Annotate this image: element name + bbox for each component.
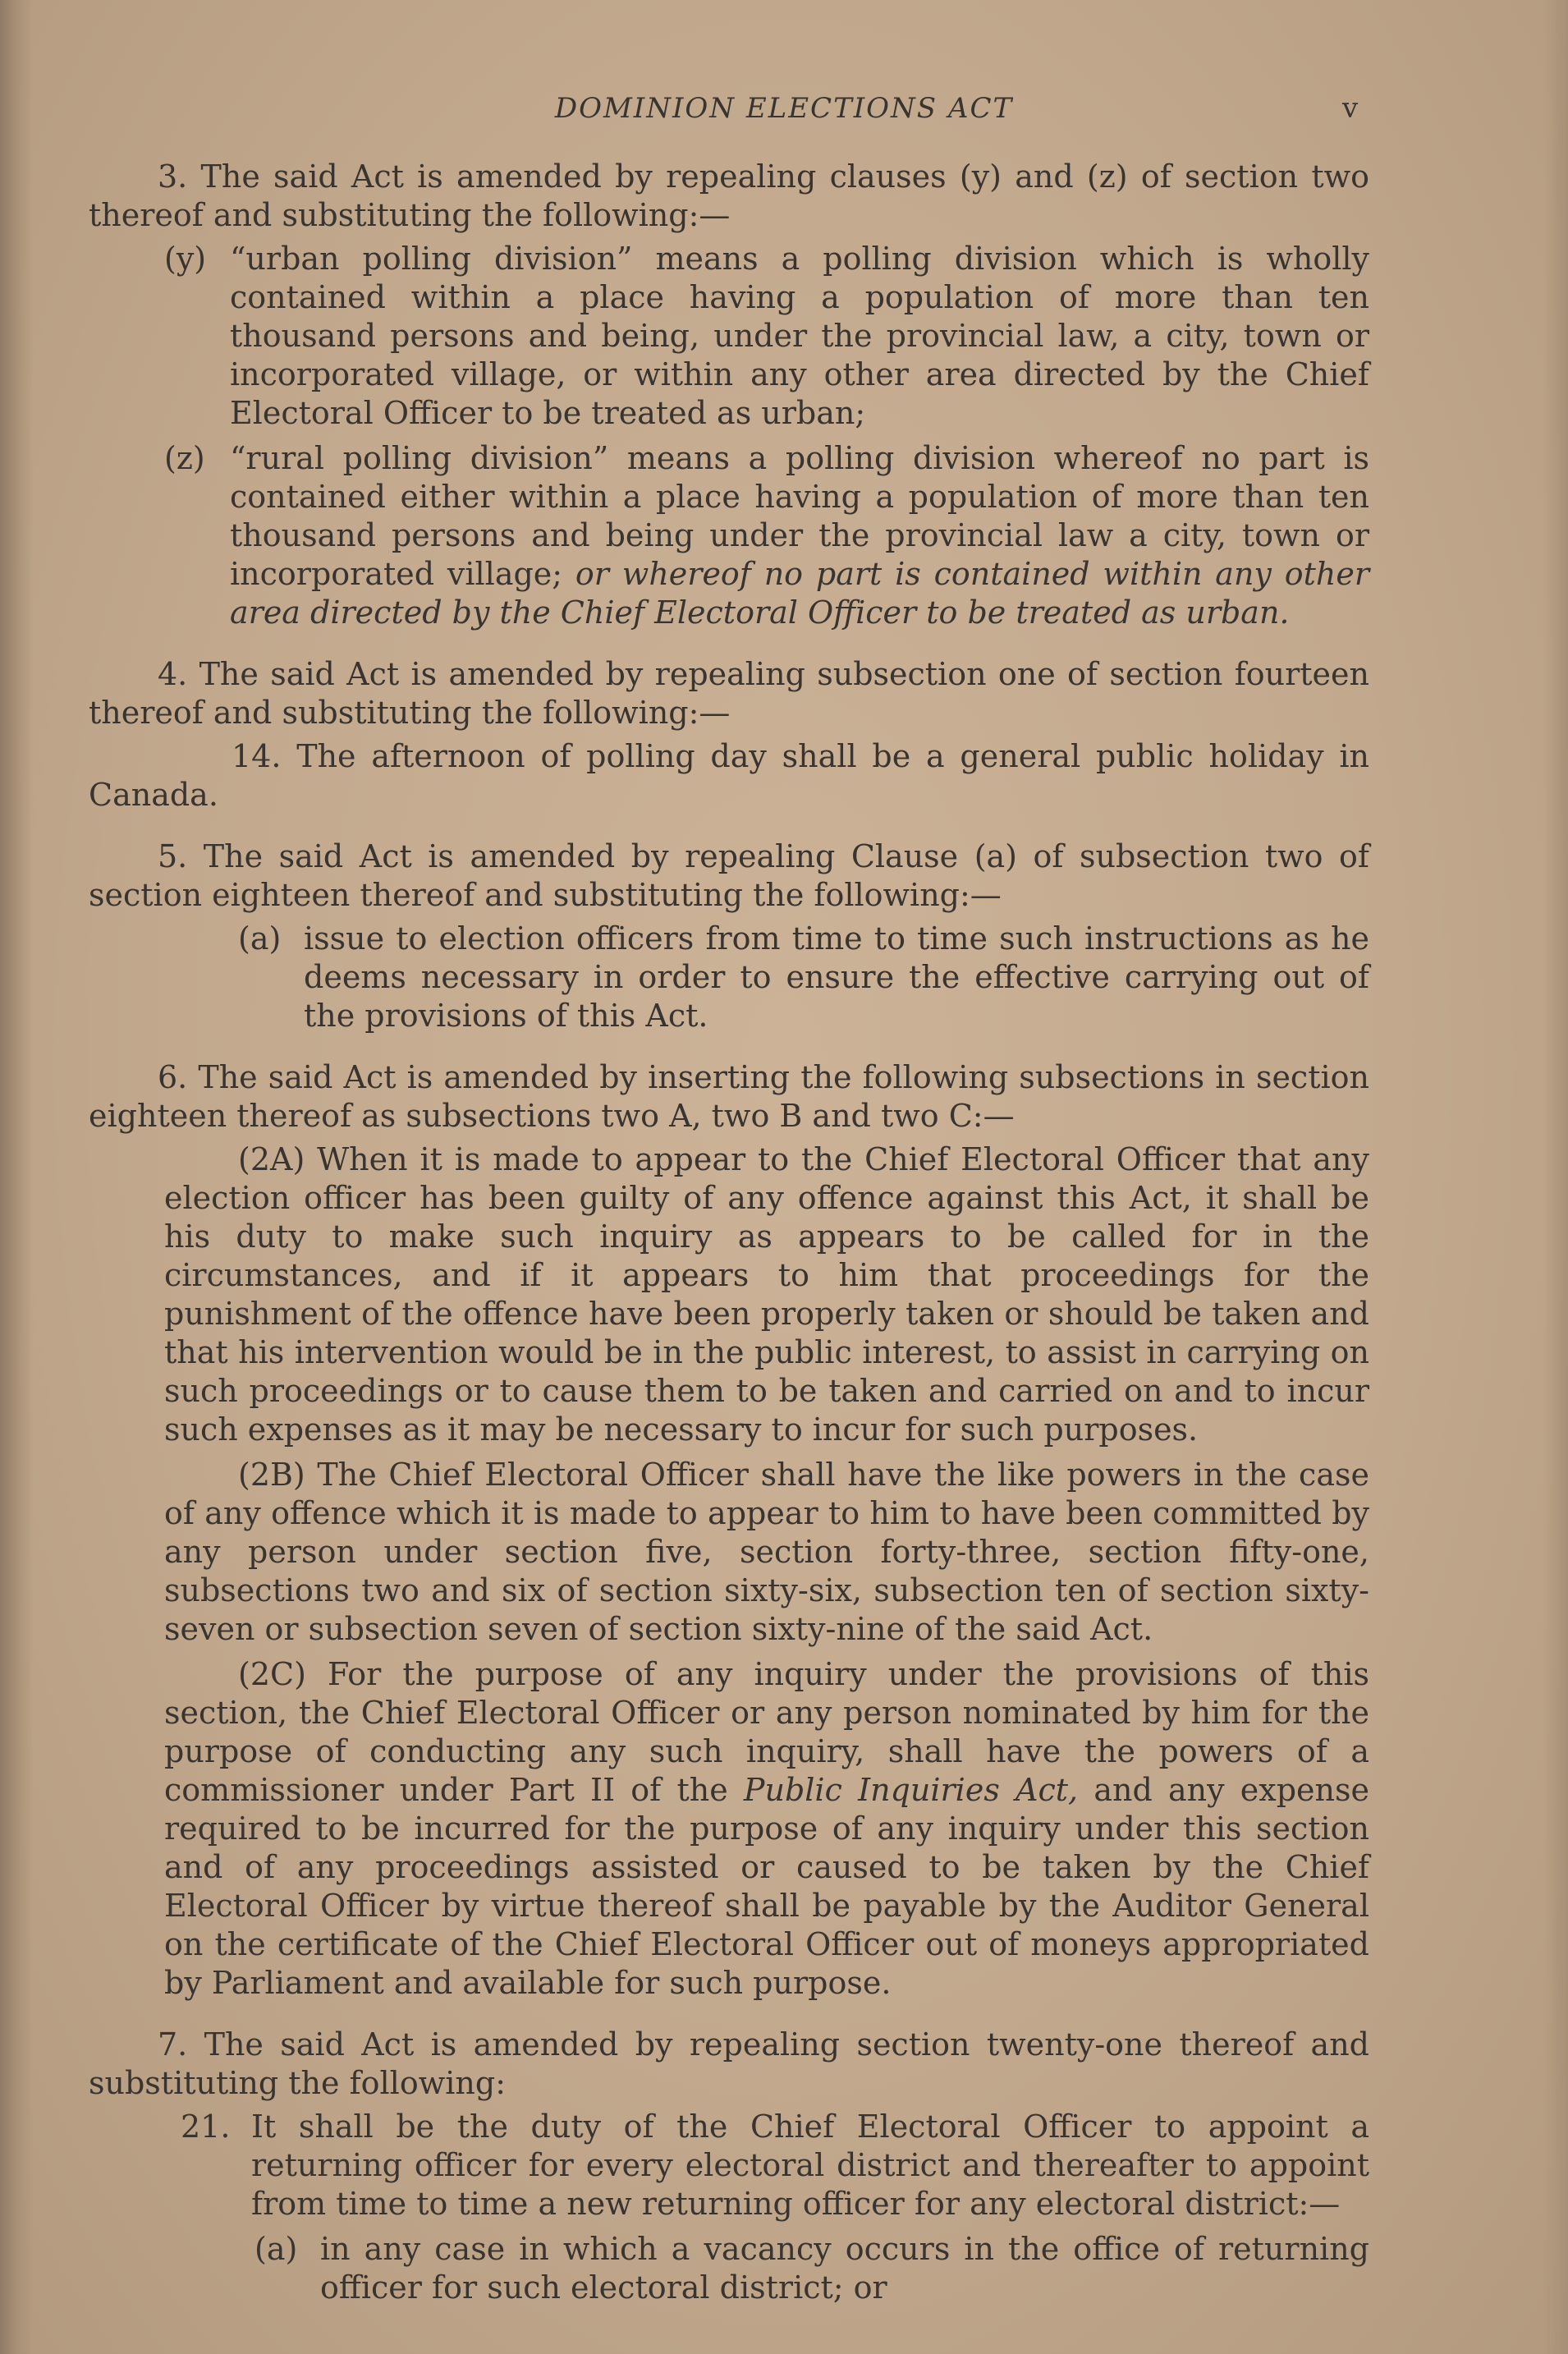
- document-body: [89, 158, 1369, 2314]
- section-21-label: 21.: [181, 2109, 231, 2145]
- clause-a-section-21-label: (a): [254, 2231, 298, 2267]
- section-5-intro: 5. The said Act is amended by repealing Clause (a) of subsection two of section eighteen thereof and substituting the following:—: [89, 838, 1369, 913]
- page-number: v: [1342, 92, 1359, 125]
- clause-z-label: (z): [164, 440, 205, 476]
- section-21-text: It shall be the duty of the Chief Electoral Officer to appoint a returning officer for every electoral district and thereafter to appoint from time to time a new returning officer for any electoral district:—: [251, 2109, 1369, 2222]
- clause-a-text: issue to election officers from time to time such instructions as he deems necessary in order to ensure the effective carrying out of the provisions of this Act.: [304, 920, 1369, 1034]
- subsection-2c-act-title: Public Inquiries Act,: [743, 1772, 1079, 1808]
- subsection-2c: [164, 1655, 1369, 2003]
- clause-z-text: [230, 439, 1369, 632]
- clause-a-label: (a): [238, 920, 282, 957]
- subsection-2b: (2B) The Chief Electoral Officer shall have the like powers in the case of any offence which it is made to appear to him to have been committed by any person under section five, section forty-three, section fifty-one, subsections two and six of section sixty-six, subsection ten of section sixty-seven or subsection seven of section sixty-nine of the said Act.: [164, 1457, 1369, 1647]
- subsection-2c-part1: (2C) For the purpose of any inquiry under the provisions of this section, the Chief Electoral Officer or any person nominated by him for the purpose of conducting any such inquiry, shall have the powers of a commissioner under Part II of the: [164, 1656, 1369, 1808]
- clause-a-section-21-text: in any case in which a vacancy occurs in the office of returning officer for such electoral district; or: [320, 2231, 1369, 2306]
- section-3-intro: 3. The said Act is amended by repealing clauses (y) and (z) of section two thereof and substituting the following:—: [89, 158, 1369, 233]
- clause-z: [164, 439, 1369, 632]
- clause-y-label: (y): [164, 241, 207, 277]
- section-7-intro: 7. The said Act is amended by repealing section twenty-one thereof and substituting the following:: [89, 2026, 1369, 2101]
- clause-z-text-main: “rural polling division” means a polling division whereof no part is contained either within a place having a population of more than ten thousand persons and being under the provincial law a city, town or incorporated village;: [230, 440, 1369, 592]
- section-21: [181, 2108, 1369, 2223]
- clause-a-section-21: [254, 2230, 1369, 2307]
- section-6-intro: 6. The said Act is amended by inserting the following subsections in section eighteen thereof as subsections two A, two B and two C:—: [89, 1059, 1369, 1134]
- section-14-text: 14. The afternoon of polling day shall be a general public holiday in Canada.: [89, 738, 1369, 813]
- page-header: [0, 92, 1568, 125]
- subsection-2c-part2: and any expense required to be incurred for the purpose of any inquiry under this section and of any proceedings assisted or caused to be taken by the Chief Electoral Officer by virtue thereof shall be payable by the Auditor General on the certificate of the Chief Electoral Officer out of moneys appropriated by Parliament and available for such purpose.: [164, 1772, 1369, 2001]
- clause-y-text: “urban polling division” means a polling division which is wholly contained within a place having a population of more than ten thousand persons and being, under the provincial law, a city, town or incorporated village, or within any other area directed by the Chief Electoral Officer to be treated as urban;: [230, 241, 1369, 431]
- clause-y: [164, 240, 1369, 433]
- clause-z-text-italic: or whereof no part is contained within any other area directed by the Chief Electoral Officer to be treated as urban.: [230, 556, 1370, 631]
- running-title: DOMINION ELECTIONS ACT: [554, 92, 1014, 125]
- clause-a-section-18: [238, 920, 1369, 1035]
- subsection-2a: (2A) When it is made to appear to the Chief Electoral Officer that any election officer has been guilty of any offence against this Act, it shall be his duty to make such inquiry as appears to be called for in the circumstances, and if it appears to him that proceedings for the punishment of the offence have been properly taken or should be taken and that his intervention would be in the public interest, to assist in carrying on such proceedings or to cause them to be taken and carried on and to incur such expenses as it may be necessary to incur for such purposes.: [164, 1141, 1369, 1448]
- section-4-intro: 4. The said Act is amended by repealing subsection one of section fourteen thereof and substituting the following:—: [89, 656, 1369, 731]
